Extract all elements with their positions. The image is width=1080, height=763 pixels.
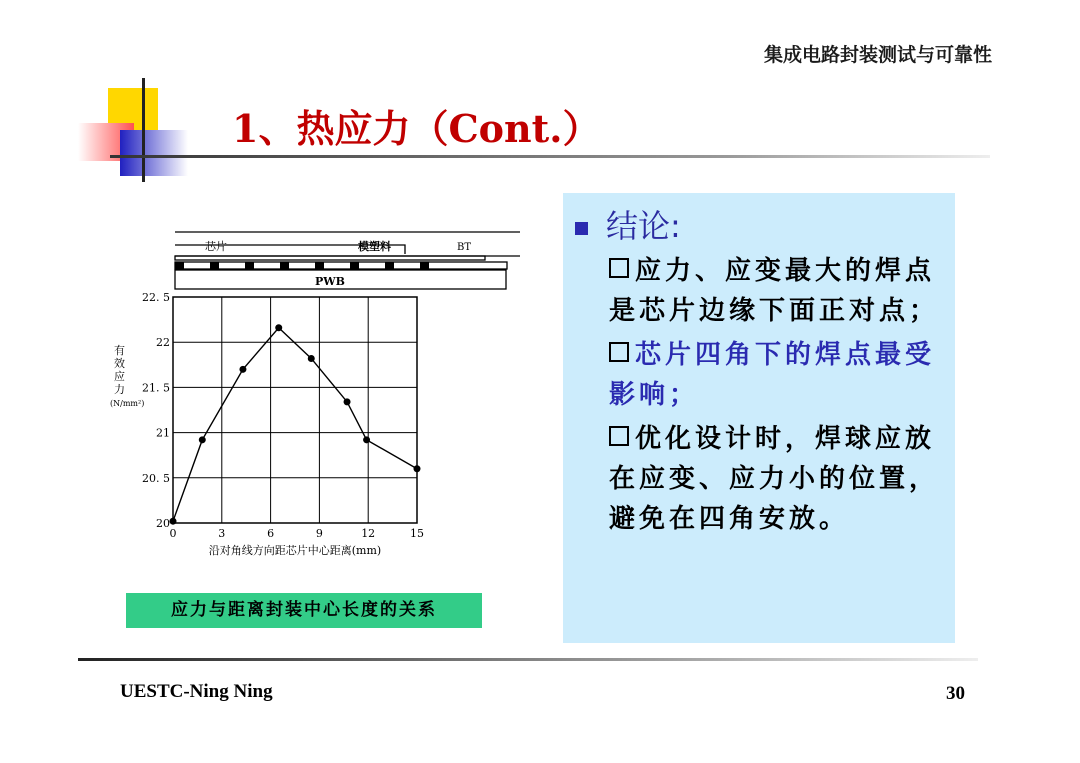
label-mold: 模塑料: [358, 240, 391, 253]
x-tick-label: 0: [169, 527, 177, 540]
solder-ball: [175, 262, 184, 269]
data-point: [363, 436, 370, 443]
title-divider: [110, 155, 990, 158]
course-title: 集成电路封装测试与可靠性: [763, 44, 992, 66]
slide-title: 1、热应力（Cont.）: [232, 106, 601, 151]
y-tick-label: 20: [156, 517, 170, 530]
label-chip: 芯片: [205, 240, 227, 253]
data-point: [414, 465, 421, 472]
footer-divider: [78, 658, 978, 661]
y-tick-label: 22: [156, 336, 170, 350]
logo-decoration: [78, 78, 198, 188]
y-axis-label: 应: [114, 370, 125, 383]
y-axis-label: (N/mm²): [110, 399, 145, 408]
checkbox-bullet-icon: [609, 342, 629, 362]
data-point: [308, 355, 315, 362]
solder-ball: [245, 262, 254, 269]
plot-frame: [173, 297, 417, 523]
y-axis-label: 效: [114, 357, 125, 370]
x-tick-label: 15: [410, 527, 424, 540]
solder-ball: [210, 262, 219, 269]
y-tick-label: 21. 5: [142, 381, 170, 395]
conclusion-panel: [563, 193, 955, 643]
solder-ball: [315, 262, 324, 269]
point-text: 优化设计时，焊球应放在应变、应力小的位置，避免在四角安放。: [609, 424, 940, 534]
point-text: 应力、应变最大的焊点是芯片边缘下面正对点；: [609, 256, 940, 326]
x-tick-label: 9: [315, 527, 323, 540]
conclusion-points: [609, 251, 949, 539]
x-tick-label: 12: [361, 527, 376, 540]
figure: [110, 228, 520, 568]
point-text: 芯片四角下的焊点最受影响；: [609, 340, 936, 410]
data-point: [170, 518, 177, 525]
y-tick-label: 22. 5: [142, 291, 170, 304]
stress-line: [173, 328, 417, 521]
page-number: 30: [946, 683, 965, 704]
bullet-square-icon: [575, 222, 588, 235]
x-tick-label: 3: [218, 527, 226, 540]
y-axis-label: 有: [114, 344, 125, 357]
conclusion-point: [609, 419, 949, 539]
y-tick-label: 21: [156, 426, 170, 440]
data-point: [199, 436, 206, 443]
checkbox-bullet-icon: [609, 258, 629, 278]
data-point: [275, 324, 282, 331]
data-point: [344, 398, 351, 405]
heading-text: 结论:: [606, 207, 681, 245]
label-pwb: PWB: [315, 275, 345, 288]
footer-author: UESTC-Ning Ning: [120, 681, 273, 702]
label-bt: BT: [457, 242, 472, 253]
conclusion-point: [609, 335, 949, 415]
solder-ball: [350, 262, 359, 269]
y-axis-label: 力: [114, 383, 125, 396]
checkbox-bullet-icon: [609, 426, 629, 446]
x-axis-label: 沿对角线方向距芯片中心距离(mm): [208, 544, 382, 557]
conclusion-heading: [575, 201, 681, 247]
y-tick-label: 20. 5: [142, 471, 170, 485]
solder-ball: [420, 262, 429, 269]
conclusion-point: [609, 251, 949, 331]
solder-ball: [280, 262, 289, 269]
solder-ball: [385, 262, 394, 269]
x-tick-label: 6: [267, 527, 275, 540]
data-point: [239, 366, 246, 373]
figure-caption: 应力与距离封装中心长度的关系: [126, 593, 482, 628]
